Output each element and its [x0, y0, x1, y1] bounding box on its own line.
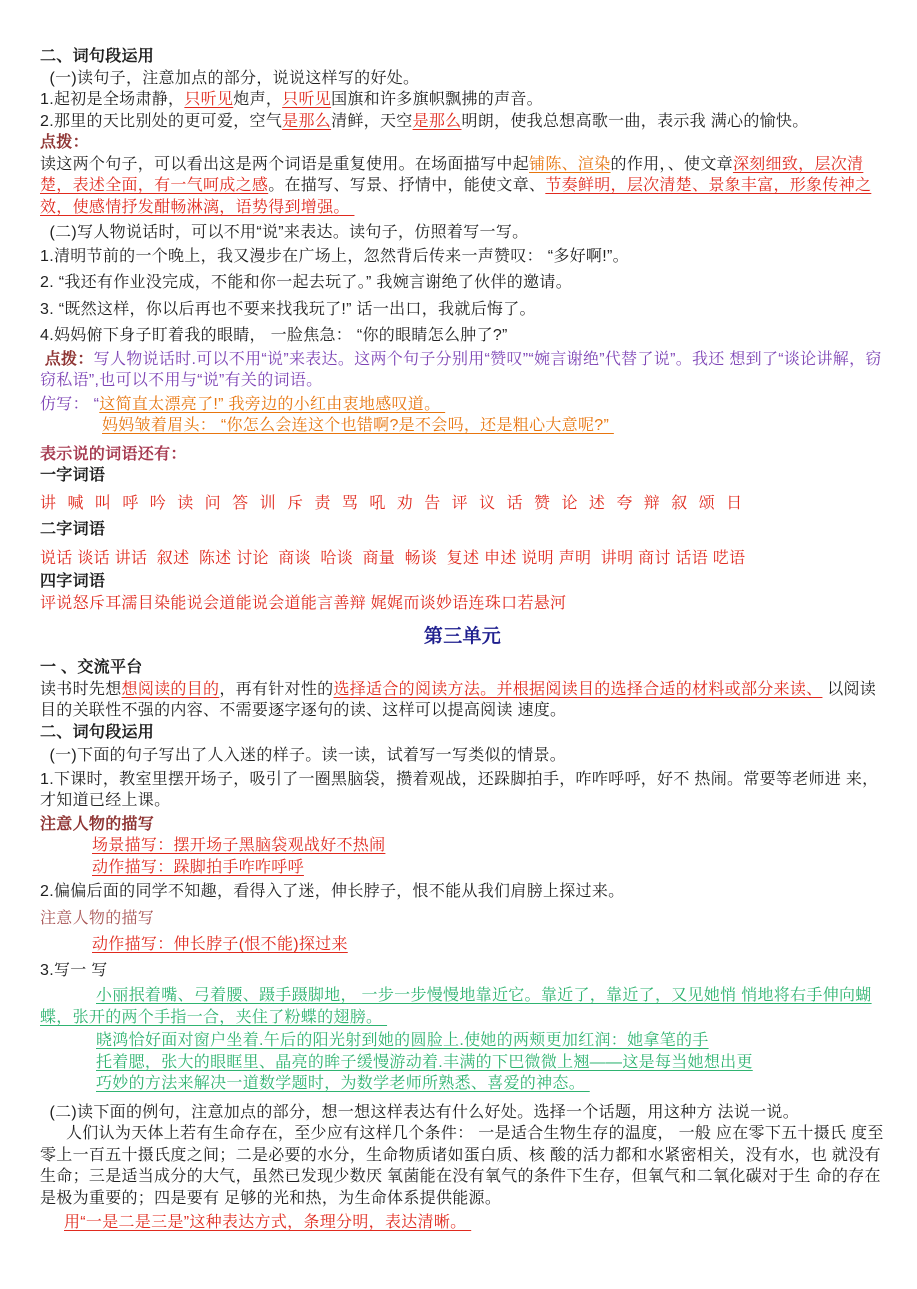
speech-example-1-segment: 1.清明节前的一个晚上，我又漫步在广场上，忽然背后传来一声赞叹： “多好啊!”。 — [40, 247, 629, 265]
unit-title-segment: 第三单元 — [423, 626, 502, 647]
exchange-platform-text-segment: 选择适合的阅读方法。并根据阅读目的选择合适的材料或部分来读、 — [333, 680, 823, 698]
note-character-description-2-segment: 注意人物的描写 — [40, 909, 155, 927]
life-conditions-paragraph — [40, 1123, 885, 1209]
speech-example-1 — [40, 246, 885, 268]
four-char-words-list-segment: 评说怒斥耳濡目染能说会道能说会道能言善辩 娓娓而谈妙语连珠口若悬河 — [40, 594, 567, 612]
example-sentence-2-segment: 明朗，使我总想高歌一曲，表示我 满心的愉快。 — [461, 112, 809, 130]
exchange-platform-text-segment: 以阅读 目的关联性不强的内容、不需要逐字逐句的读、这样可以提高阅读 速度。 — [40, 680, 881, 719]
tip-speech — [40, 349, 885, 392]
action-description-note-1-segment: 动作描写：跺脚拍手咋咋呼呼 — [92, 858, 304, 876]
write-one-heading — [40, 960, 885, 982]
instruction-speech-without-say-segment: (二)写人物说话时，可以不用“说”来表达。读句子，仿照着写一写。 — [40, 224, 529, 241]
four-char-words-heading — [40, 571, 885, 593]
example-sentence-2-segment: 是那么 — [282, 112, 332, 130]
heading-exchange-platform — [40, 657, 885, 679]
green-example-4 — [96, 1073, 885, 1095]
two-char-words-heading-segment: 二字词语 — [40, 521, 106, 538]
imitation-writing-1-segment: 这简直太漂亮了!” 我旁边的小红由衷地感叹道。 — [99, 395, 446, 413]
example-sentence-1-segment: 1.起初是全场肃静， — [40, 91, 185, 108]
one-char-words-list — [40, 493, 885, 515]
green-example-3 — [96, 1052, 885, 1074]
write-one-heading-segment: 3.写一 写 — [40, 961, 108, 979]
green-example-1-segment: 小丽抿着嘴、弓着腰、蹑手蹑脚地， 一步一步慢慢地靠近它。靠近了，靠近了，又见她悄 悄地将右手伸向蝴蝶，张开的两个手指一合，夹住了粉蝶的翅膀。 — [40, 987, 872, 1026]
scene-description-note — [92, 835, 885, 857]
instruction-read-sentences — [40, 68, 885, 90]
action-description-note-1 — [92, 857, 885, 879]
note-character-description-2 — [40, 908, 885, 930]
instruction-read-sentences-segment: (一)读句子，注意加点的部分，说说这样写的好处。 — [40, 69, 420, 87]
say-words-heading — [40, 444, 885, 466]
instruction-absorbed-look — [40, 745, 885, 767]
action-description-note-2 — [92, 934, 885, 956]
tip-analysis — [40, 154, 885, 219]
one-char-words-heading — [40, 465, 885, 487]
tip-analysis-segment: 节奏鲜明，层次清楚、景象丰富，形象传神之效，使感情抒发酣畅淋漓，语势得到增强。 — [40, 177, 872, 216]
instruction-read-example — [40, 1102, 885, 1124]
two-char-words-heading — [40, 519, 885, 541]
example-sentence-1-segment: 国旗和许多旗帜飘拂的声音。 — [331, 91, 543, 108]
speech-example-2 — [40, 272, 885, 294]
imitation-writing-1 — [40, 394, 885, 416]
exchange-platform-text-segment: ，再有针对性的 — [219, 680, 334, 698]
action-description-note-2-segment: 动作描写：伸长脖子(恨不能)探过来 — [92, 936, 348, 953]
exchange-platform-text — [40, 679, 885, 722]
speech-example-3 — [40, 299, 885, 321]
imitation-writing-2-segment: 妈妈皱着眉头： “你怎么会连这个也错啊?是不会吗，还是粗心大意呢?” — [102, 417, 614, 434]
speech-example-4-segment: 4.妈妈俯下身子盯着我的眼睛， 一脸焦急： “你的眼睛怎么肿了?” — [40, 327, 508, 344]
scene-description-note-segment: 场景描写：摆开场子黑脑袋观战好不热闹 — [92, 837, 386, 854]
absorbed-example-1-segment: 1.下课时，教室里摆开场子，吸引了一圈黑脑袋，攒着观战，还跺脚拍手，咋咋呼呼，好不 热闹。常要等老师进 来，才知道已经上课。 — [40, 770, 879, 809]
absorbed-example-2 — [40, 881, 885, 903]
one-char-words-list-segment: 讲 喊 叫 呼 吟 读 问 答 训 斥 责 骂 吼 劝 告 评 议 话 赞 论 述 夸 辩 叙 颂 日 — [40, 494, 746, 512]
example-sentence-2 — [40, 111, 885, 133]
absorbed-example-1 — [40, 769, 885, 812]
tip-label-segment: 点拨： — [40, 134, 89, 151]
imitation-writing-1-segment: 仿写： “ — [40, 395, 100, 413]
imitation-writing-2 — [102, 415, 885, 437]
heading-word-sentence-usage-2-segment: 二、词句段运用 — [40, 723, 155, 741]
example-sentence-2-segment: 2.那里的天比别处的更可爱，空气 — [40, 112, 283, 130]
example-sentence-2-segment: 是那么 — [412, 112, 462, 130]
example-sentence-1-segment: 只听见 — [184, 91, 234, 108]
heading-word-sentence-usage-segment: 二、词句段运用 — [40, 48, 155, 65]
instruction-speech-without-say — [40, 222, 885, 244]
exchange-platform-text-segment: 读书时先想 — [40, 680, 122, 698]
tip-analysis-segment: 铺陈、渲染 — [529, 155, 611, 173]
tip-speech-segment: 点拨： — [40, 350, 94, 368]
tip-speech-segment: 写人物说话时.可以不用“说”来表达。这两个句子分别用“赞叹”“婉言谢绝”代替了说”。我还 想到了“谈论讲解，窃窃私语”,也可以不用与“说”有关的词语。 — [40, 350, 882, 389]
instruction-read-example-segment: (二)读下面的例句，注意加点的部分，想一想这样表达有什么好处。选择一个话题，用这种方 法说一说。 — [40, 1103, 800, 1121]
heading-exchange-platform-segment: 一 、交流平台 — [40, 659, 143, 676]
green-example-2-segment: 晓鸿恰好面对窗户坐着.午后的阳光射到她的圆脸上.使她的两颊更加红润：她拿笔的手 — [96, 1032, 709, 1049]
note-character-description-1-segment: 注意人物的描写 — [40, 815, 155, 833]
example-sentence-1-segment: 只听见 — [282, 91, 332, 108]
speech-example-4 — [40, 325, 885, 347]
tip-analysis-segment: 深刻细致，层次清楚，表述全面，有一气呵成之感 — [40, 155, 864, 194]
two-char-words-list — [40, 548, 885, 570]
life-conditions-paragraph-segment: 人们认为天体上若有生命存在，至少应有这样几个条件： 一是适合生物生存的温度， 一般 应在零下五十摄氏 度至零上一百五十摄氏度之间；二是必要的水分，生命物质诸如蛋白质、核 酸的活力都和水紧密相关，没有水，也 就没有生命；三是适当成分的大气，虽然已发现少数厌 氧菌能在没有氧气的条件下生存，但氧气和二氧化碳对于生 命的存在是极为重要的；四是要有 足够的光和热，为生命体系提供能源。 — [40, 1125, 884, 1207]
one-char-words-heading-segment: 一字词语 — [40, 467, 106, 484]
two-char-words-list-segment: 说话 谈话 讲话 叙述 陈述 讨论 商谈 哈谈 商量 畅谈 复述 申述 说明 声明 讲明 商讨 话语 呓语 — [40, 549, 746, 567]
tip-label — [40, 132, 885, 154]
tip-analysis-segment: 。在描写、写景、抒情中，能使文章、 — [268, 177, 546, 194]
green-example-3-segment: 托着腮，张大的眼眶里、晶亮的眸子缓慢游动着.丰满的下巴微微上翘——这是每当她想出更 — [96, 1053, 753, 1071]
tip-analysis-segment: 读这两个句子，可以看出这是两个词语是重复使用。在场面描写中起 — [40, 155, 530, 173]
green-example-1 — [40, 985, 885, 1028]
example-sentence-1 — [40, 89, 885, 111]
exchange-platform-text-segment: 想阅读的目的 — [121, 680, 220, 698]
instruction-absorbed-look-segment: (一)下面的句子写出了人入迷的样子。读一读，试着写一写类似的情景。 — [40, 747, 567, 764]
example-sentence-2-segment: 清鲜，天空 — [331, 112, 413, 130]
expression-method-note — [64, 1212, 885, 1234]
note-character-description-1 — [40, 814, 885, 836]
four-char-words-list — [40, 593, 885, 615]
speech-example-3-segment: 3. “既然这样，你以后再也不要来找我玩了!” 话一出口，我就后悔了。 — [40, 300, 536, 318]
unit-title — [40, 624, 885, 650]
heading-word-sentence-usage-2 — [40, 722, 885, 744]
heading-word-sentence-usage — [40, 46, 885, 68]
green-example-2 — [96, 1030, 885, 1052]
absorbed-example-2-segment: 2.偏偏后面的同学不知趣，看得入了迷，伸长脖子，恨不能从我们肩膀上探过来。 — [40, 883, 625, 900]
example-sentence-1-segment: 炮声， — [233, 91, 283, 108]
say-words-heading-segment: 表示说的词语还有： — [40, 445, 187, 463]
four-char-words-heading-segment: 四字词语 — [40, 573, 106, 590]
expression-method-note-segment: 用“一是二是三是”这种表达方式，条理分明，表达清晰。 — [64, 1214, 472, 1231]
tip-analysis-segment: 的作用，、使文章 — [610, 155, 733, 173]
green-example-4-segment: 巧妙的方法来解决一道数学题时，为数学老师所熟悉、喜爱的神态。 — [96, 1075, 590, 1092]
speech-example-2-segment: 2. “我还有作业没完成，不能和你一起去玩了。” 我婉言谢绝了伙伴的邀请。 — [40, 274, 572, 291]
